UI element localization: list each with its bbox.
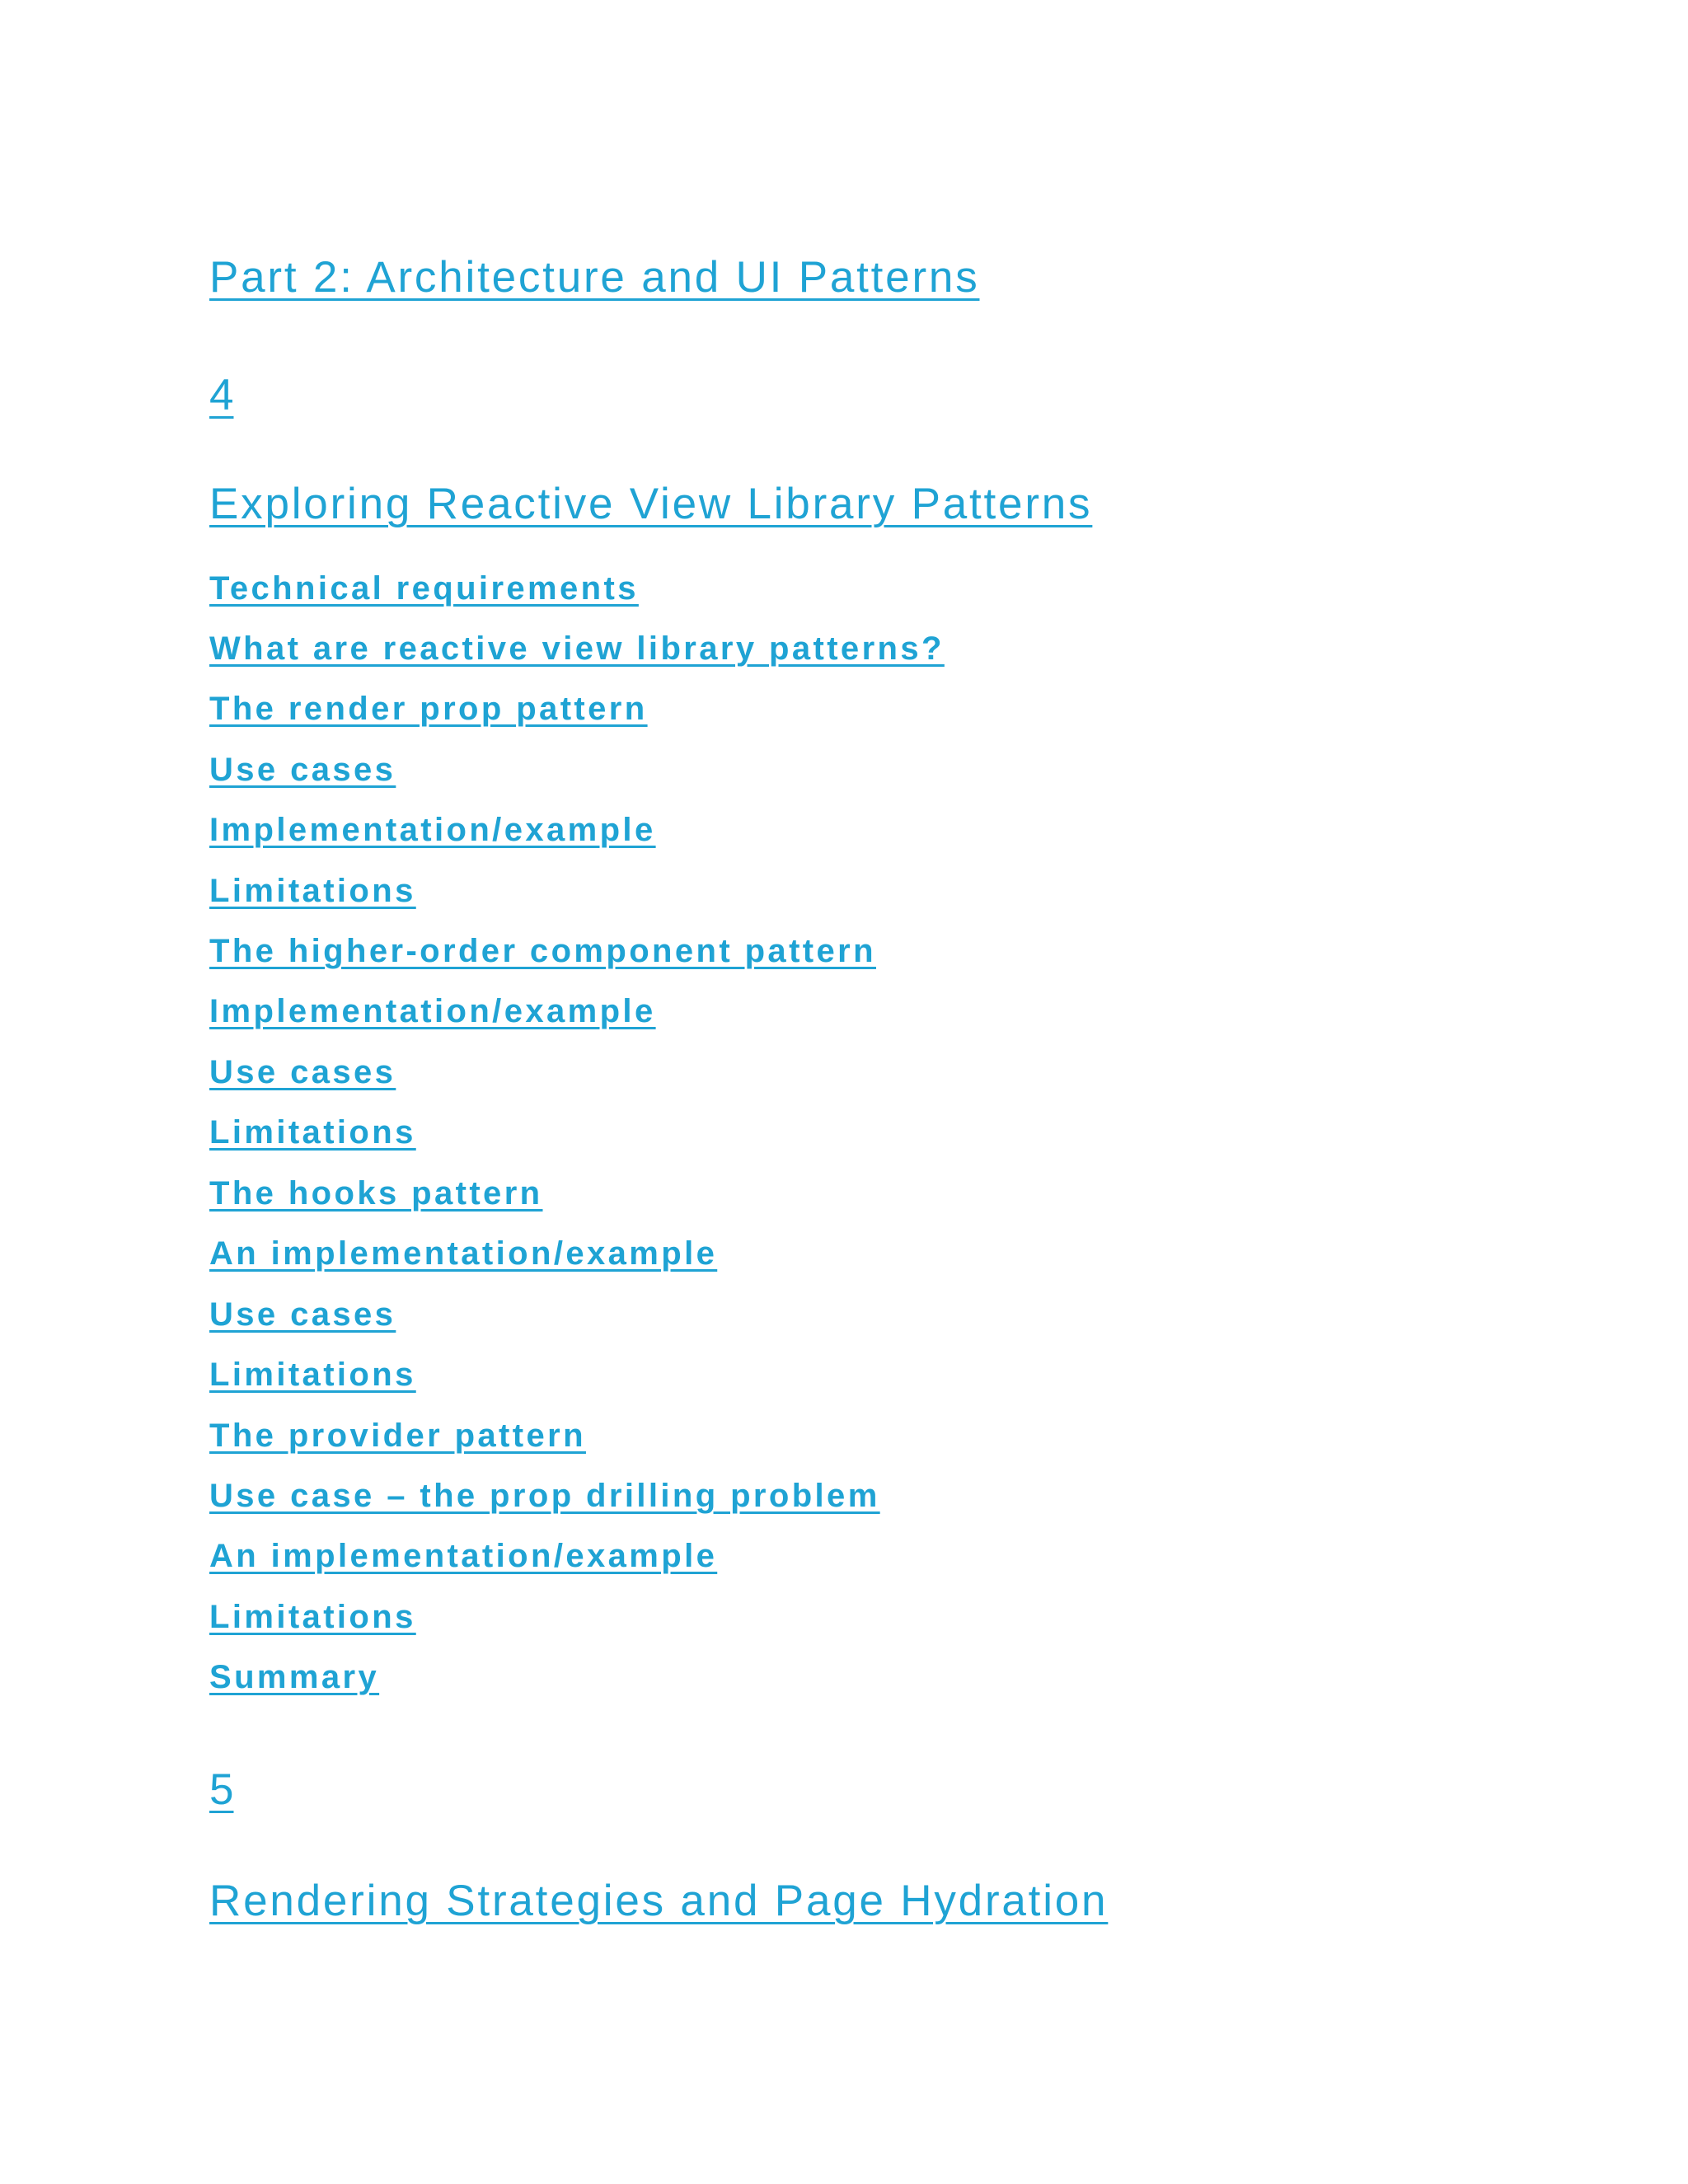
section-link-hooks-pattern[interactable]: The hooks pattern	[209, 1175, 543, 1212]
section-link-provider-pattern[interactable]: The provider pattern	[209, 1418, 586, 1454]
section-link-render-prop-pattern[interactable]: The render prop pattern	[209, 691, 648, 727]
section-link-hooks-limitations[interactable]: Limitations	[209, 1357, 416, 1393]
section-link-what-are-reactive-view-library-patterns[interactable]: What are reactive view library patterns?	[209, 630, 945, 667]
section-link-higher-order-component-pattern[interactable]: The higher-order component pattern	[209, 933, 876, 969]
section-link-render-prop-limitations[interactable]: Limitations	[209, 873, 416, 909]
chapter-5-title-link[interactable]: Rendering Strategies and Page Hydration	[209, 1877, 1109, 1925]
section-link-render-prop-implementation[interactable]: Implementation/example	[209, 812, 656, 848]
section-link-prop-drilling-use-case[interactable]: Use case – the prop drilling problem	[209, 1478, 880, 1514]
section-link-provider-limitations[interactable]: Limitations	[209, 1599, 416, 1635]
section-link-hooks-implementation[interactable]: An implementation/example	[209, 1235, 718, 1272]
chapter-4-title-link[interactable]: Exploring Reactive View Library Patterns	[209, 480, 1093, 528]
section-link-hoc-use-cases[interactable]: Use cases	[209, 1054, 396, 1090]
section-link-hoc-limitations[interactable]: Limitations	[209, 1114, 416, 1151]
section-link-hoc-implementation[interactable]: Implementation/example	[209, 993, 656, 1029]
part-2-title-link[interactable]: Part 2: Architecture and UI Patterns	[209, 253, 980, 302]
chapter-5-number-link[interactable]: 5	[209, 1765, 234, 1814]
section-link-render-prop-use-cases[interactable]: Use cases	[209, 752, 396, 788]
section-link-technical-requirements[interactable]: Technical requirements	[209, 570, 639, 607]
section-link-summary[interactable]: Summary	[209, 1659, 380, 1695]
chapter-4-number-link[interactable]: 4	[209, 371, 234, 419]
section-link-hooks-use-cases[interactable]: Use cases	[209, 1296, 396, 1333]
section-link-provider-implementation[interactable]: An implementation/example	[209, 1538, 718, 1574]
